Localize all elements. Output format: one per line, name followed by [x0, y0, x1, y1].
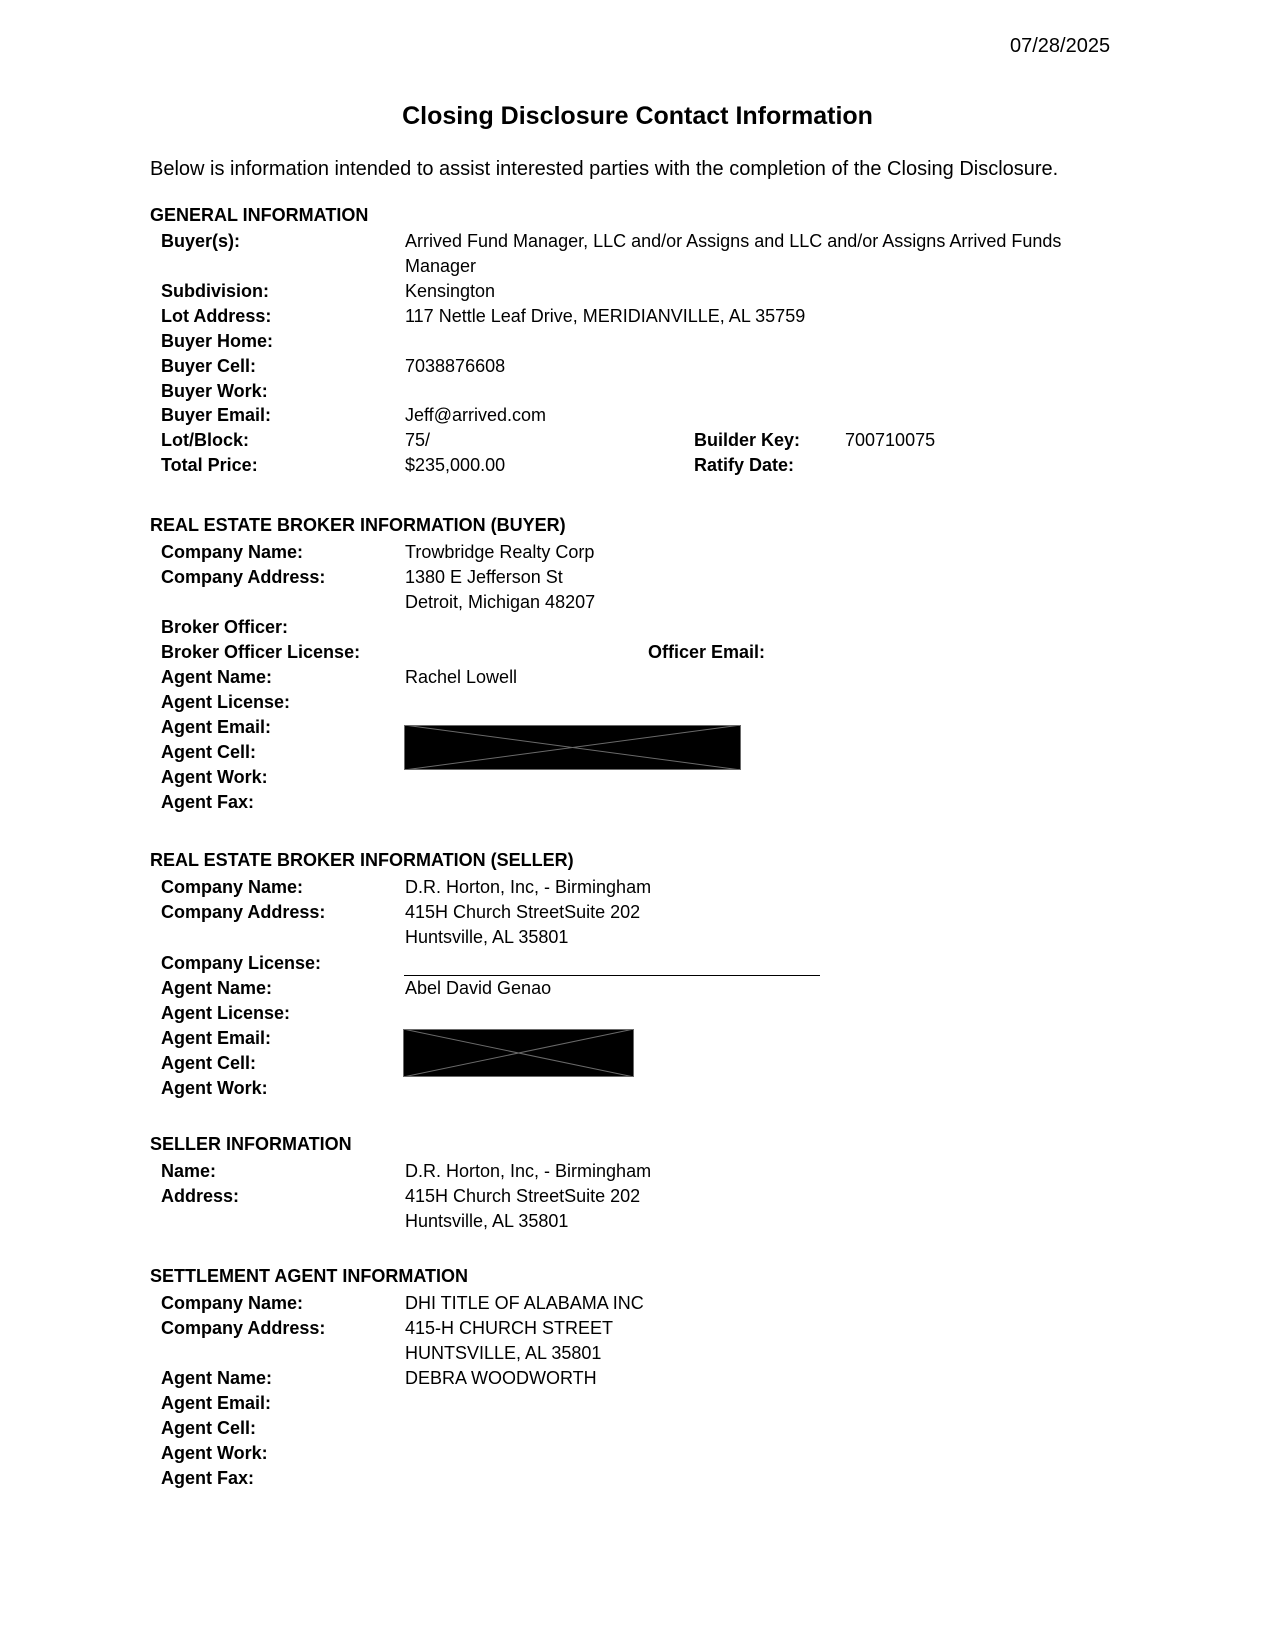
company-license-line: [404, 975, 820, 976]
seller-agent-license-label: Agent License:: [161, 1003, 291, 1023]
lot-address-value: 117 Nettle Leaf Drive, MERIDIANVILLE, AL 35759: [405, 306, 806, 326]
settlement-agent-name-value: DEBRA WOODWORTH: [405, 1368, 597, 1388]
section-heading-buyer-broker: REAL ESTATE BROKER INFORMATION (BUYER): [150, 515, 566, 535]
settlement-agent-work-label: Agent Work:: [161, 1443, 268, 1463]
buyer-agent-fax-label: Agent Fax:: [161, 792, 255, 812]
settlement-address-line2: HUNTSVILLE, AL 35801: [405, 1343, 602, 1363]
seller-broker-company-address-label: Company Address:: [161, 902, 326, 922]
buyer-broker-address-line1: 1380 E Jefferson St: [405, 567, 563, 587]
settlement-company-name-label: Company Name:: [161, 1293, 304, 1313]
buyer-email-label: Buyer Email:: [161, 405, 272, 425]
seller-address-line2: Huntsville, AL 35801: [405, 1211, 569, 1231]
broker-officer-label: Broker Officer:: [161, 617, 289, 637]
seller-address-line1: 415H Church StreetSuite 202: [405, 1186, 641, 1206]
total-price-label: Total Price:: [161, 455, 258, 475]
seller-agent-email-label: Agent Email:: [161, 1028, 272, 1048]
settlement-agent-name-label: Agent Name:: [161, 1368, 273, 1388]
buyer-agent-license-label: Agent License:: [161, 692, 291, 712]
buyer-agent-name-label: Agent Name:: [161, 667, 273, 687]
officer-email-label: Officer Email:: [648, 642, 766, 662]
settlement-agent-cell-label: Agent Cell:: [161, 1418, 257, 1438]
seller-agent-name-value: Abel David Genao: [405, 978, 552, 998]
buyer-agent-cell-label: Agent Cell:: [161, 742, 257, 762]
buyer-broker-company-name-value: Trowbridge Realty Corp: [405, 542, 595, 562]
seller-agent-name-label: Agent Name:: [161, 978, 273, 998]
seller-broker-address-line1: 415H Church StreetSuite 202: [405, 902, 641, 922]
settlement-agent-email-label: Agent Email:: [161, 1393, 272, 1413]
seller-broker-address-line2: Huntsville, AL 35801: [405, 927, 569, 947]
buyer-agent-work-label: Agent Work:: [161, 767, 268, 787]
buyers-label: Buyer(s):: [161, 231, 241, 251]
settlement-company-name-value: DHI TITLE OF ALABAMA INC: [405, 1293, 644, 1313]
redaction-box: [403, 1029, 634, 1077]
buyer-agent-email-label: Agent Email:: [161, 717, 272, 737]
seller-name-value: D.R. Horton, Inc, - Birmingham: [405, 1161, 652, 1181]
subdivision-value: Kensington: [405, 281, 496, 301]
builder-key-label: Builder Key:: [694, 430, 801, 450]
buyer-cell-value: 7038876608: [405, 356, 506, 376]
buyers-value-line1: Arrived Fund Manager, LLC and/or Assigns and LLC and/or Assigns Arrived Funds: [405, 231, 1062, 251]
redaction-cross-icon: [404, 725, 741, 770]
seller-broker-company-name-label: Company Name:: [161, 877, 304, 897]
total-price-value: $235,000.00: [405, 455, 506, 475]
seller-broker-company-name-value: D.R. Horton, Inc, - Birmingham: [405, 877, 652, 897]
lot-block-value: 75/: [405, 430, 431, 450]
broker-officer-license-label: Broker Officer License:: [161, 642, 361, 662]
settlement-address-line1: 415-H CHURCH STREET: [405, 1318, 614, 1338]
settlement-agent-fax-label: Agent Fax:: [161, 1468, 255, 1488]
lot-address-label: Lot Address:: [161, 306, 272, 326]
section-heading-settlement: SETTLEMENT AGENT INFORMATION: [150, 1266, 468, 1286]
intro-text: Below is information intended to assist interested parties with the completion of the Closing Disclosure.: [150, 158, 1059, 180]
seller-agent-work-label: Agent Work:: [161, 1078, 268, 1098]
page-title: Closing Disclosure Contact Information: [402, 102, 873, 130]
redaction-box: [404, 725, 741, 770]
buyer-email-value: Jeff@arrived.com: [405, 405, 546, 425]
builder-key-value: 700710075: [845, 430, 936, 450]
section-heading-seller: SELLER INFORMATION: [150, 1134, 352, 1154]
buyer-work-label: Buyer Work:: [161, 381, 268, 401]
document-date: 07/28/2025: [1010, 35, 1111, 57]
buyers-value-line2: Manager: [405, 256, 477, 276]
seller-address-label: Address:: [161, 1186, 240, 1206]
buyer-broker-address-line2: Detroit, Michigan 48207: [405, 592, 596, 612]
company-license-label: Company License:: [161, 953, 322, 973]
seller-agent-cell-label: Agent Cell:: [161, 1053, 257, 1073]
buyer-agent-name-value: Rachel Lowell: [405, 667, 518, 687]
redaction-cross-icon: [403, 1029, 634, 1077]
buyer-broker-company-address-label: Company Address:: [161, 567, 326, 587]
subdivision-label: Subdivision:: [161, 281, 269, 301]
buyer-cell-label: Buyer Cell:: [161, 356, 257, 376]
ratify-date-label: Ratify Date:: [694, 455, 795, 475]
seller-name-label: Name:: [161, 1161, 217, 1181]
section-heading-seller-broker: REAL ESTATE BROKER INFORMATION (SELLER): [150, 850, 574, 870]
lot-block-label: Lot/Block:: [161, 430, 249, 450]
buyer-home-label: Buyer Home:: [161, 331, 274, 351]
buyer-broker-company-name-label: Company Name:: [161, 542, 304, 562]
section-heading-general: GENERAL INFORMATION: [150, 205, 369, 225]
settlement-company-address-label: Company Address:: [161, 1318, 326, 1338]
